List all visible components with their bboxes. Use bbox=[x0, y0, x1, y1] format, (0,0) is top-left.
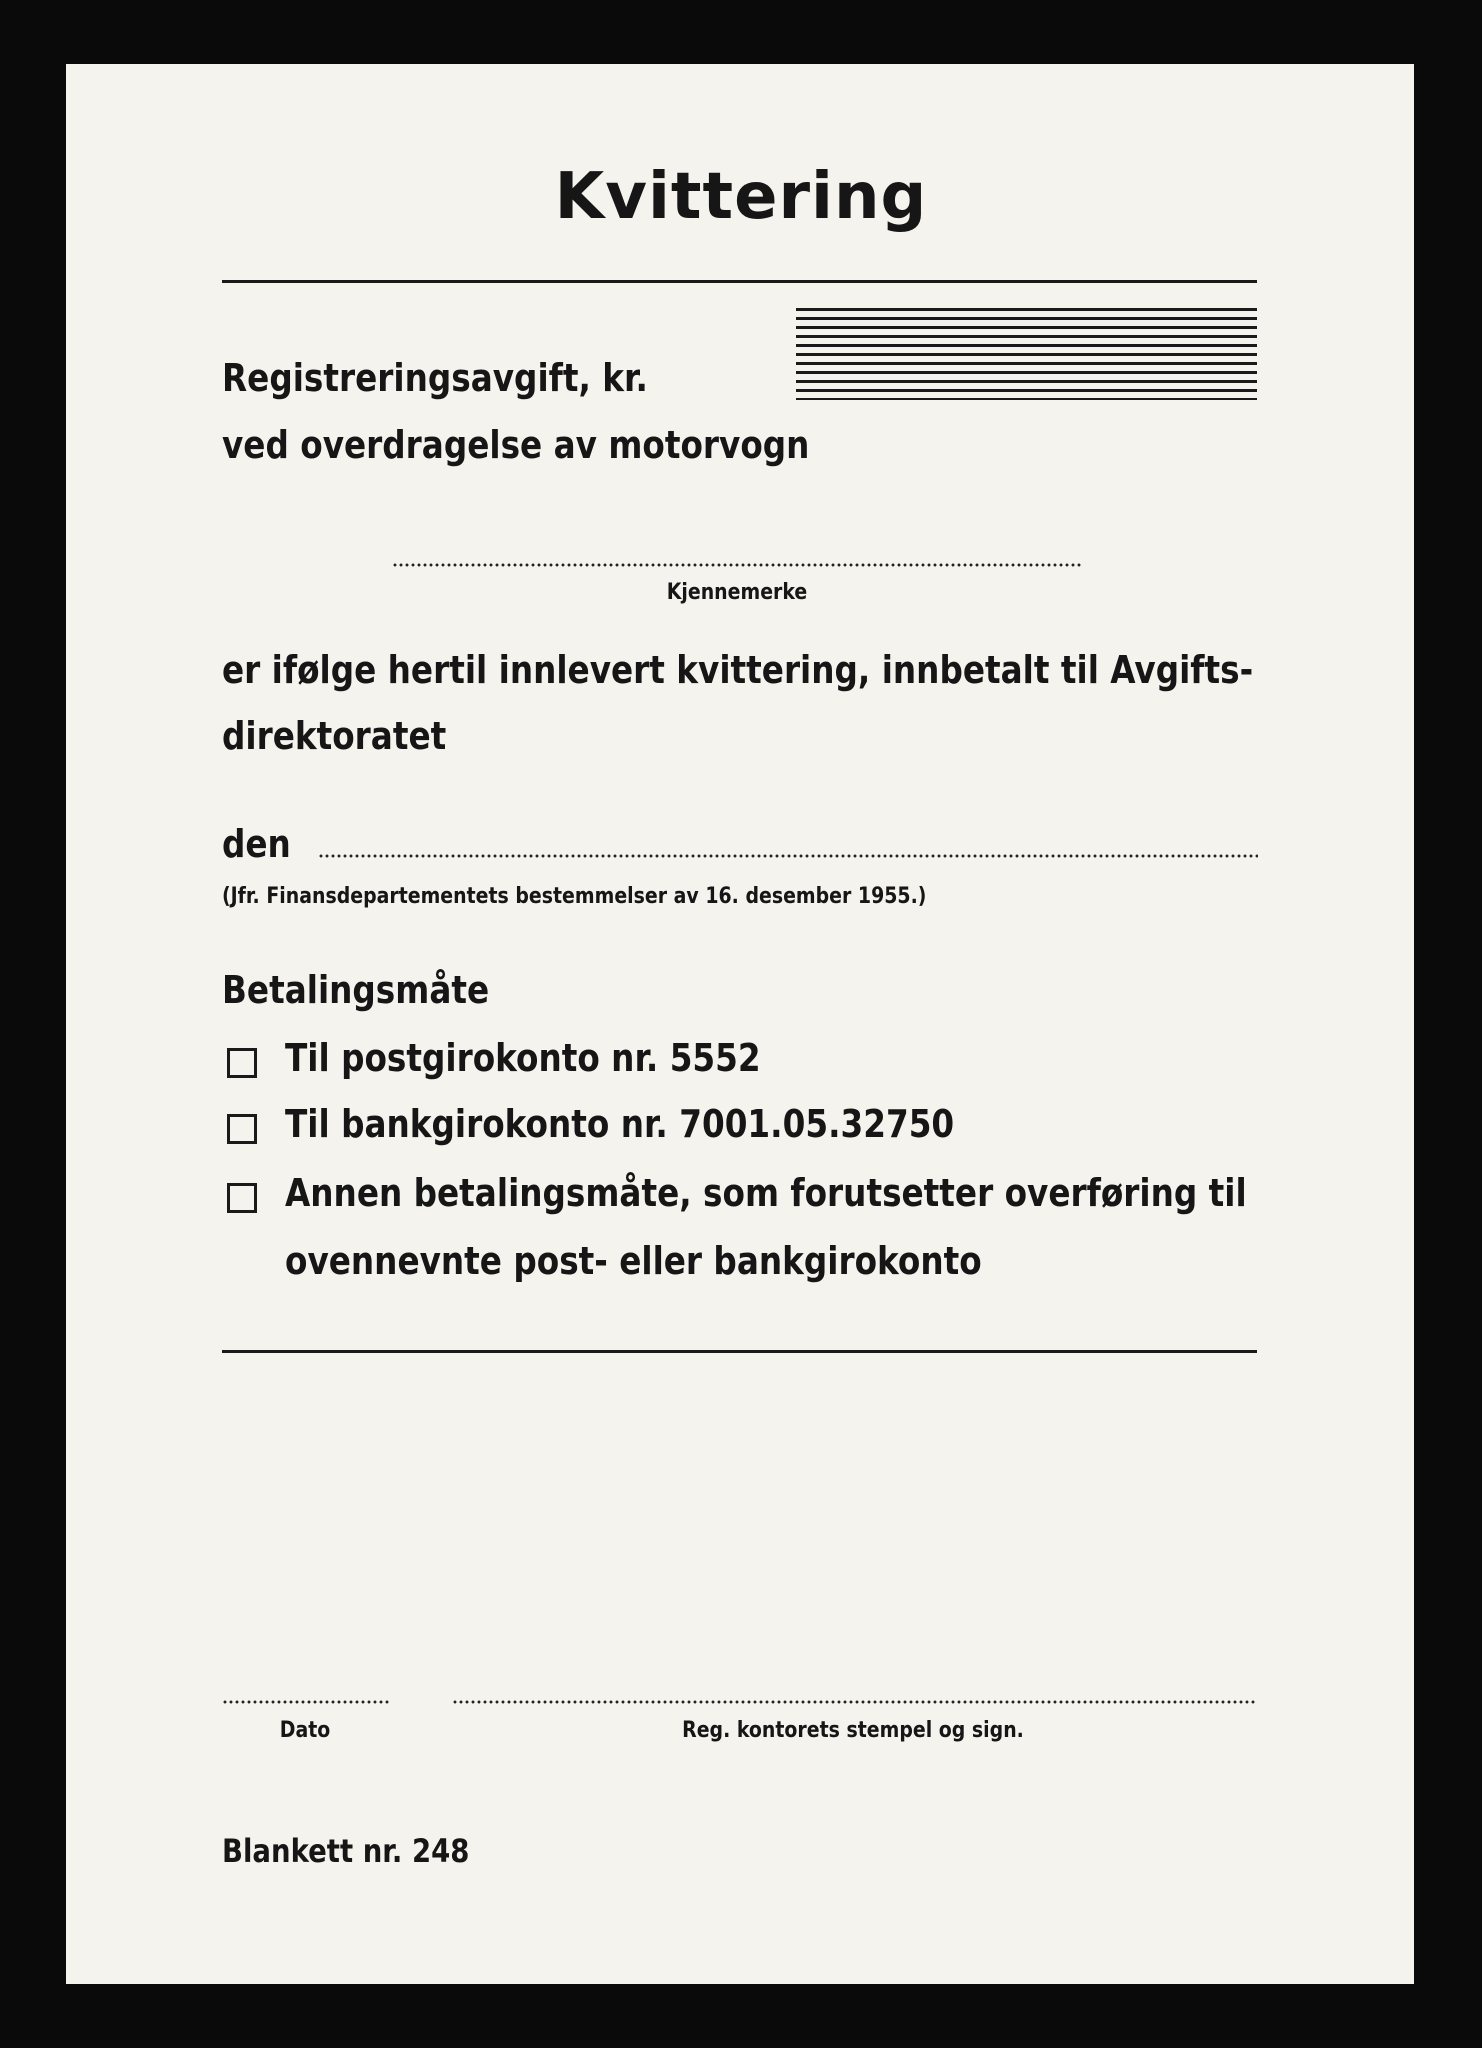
stamp-label: Reg. kontorets stempel og sign. bbox=[682, 1718, 1024, 1743]
stamp-signature-field[interactable] bbox=[452, 1700, 1256, 1704]
postgiro-label: Til postgirokonto nr. 5552 bbox=[285, 1036, 761, 1080]
form-title: Kvittering bbox=[554, 160, 928, 234]
fee-description: ved overdragelse av motorvogn bbox=[222, 423, 810, 467]
date-label: Dato bbox=[279, 1718, 331, 1743]
registration-label: Kjennemerke bbox=[666, 580, 808, 605]
other-payment-label: Annen betalingsmåte, som forutsetter overføring til bbox=[285, 1171, 1247, 1215]
amount-hatched-field bbox=[796, 308, 1257, 400]
paid-text-line-1: er ifølge hertil innlevert kvittering, innbetalt til Avgifts- bbox=[222, 648, 1254, 692]
payment-heading: Betalingsmåte bbox=[222, 968, 490, 1012]
signature-date-field[interactable] bbox=[222, 1700, 390, 1704]
paid-text-line-2: direktoratet bbox=[222, 714, 447, 758]
title-divider bbox=[222, 280, 1257, 283]
other-payment-label-cont: ovennevnte post- eller bankgirokonto bbox=[285, 1239, 982, 1283]
form-number: Blankett nr. 248 bbox=[222, 1832, 470, 1870]
reference-note: (Jfr. Finansdepartementets bestemmelser av 16. desember 1955.) bbox=[222, 884, 927, 909]
registration-number-field[interactable] bbox=[392, 563, 1082, 567]
date-prefix: den bbox=[222, 822, 291, 866]
fee-label: Registreringsavgift, kr. bbox=[222, 356, 648, 400]
other-payment-checkbox[interactable] bbox=[227, 1183, 257, 1213]
bankgiro-label: Til bankgirokonto nr. 7001.05.32750 bbox=[285, 1102, 955, 1146]
payment-divider bbox=[222, 1350, 1257, 1353]
postgiro-checkbox[interactable] bbox=[227, 1048, 257, 1078]
date-field[interactable] bbox=[318, 854, 1258, 858]
bankgiro-checkbox[interactable] bbox=[227, 1114, 257, 1144]
